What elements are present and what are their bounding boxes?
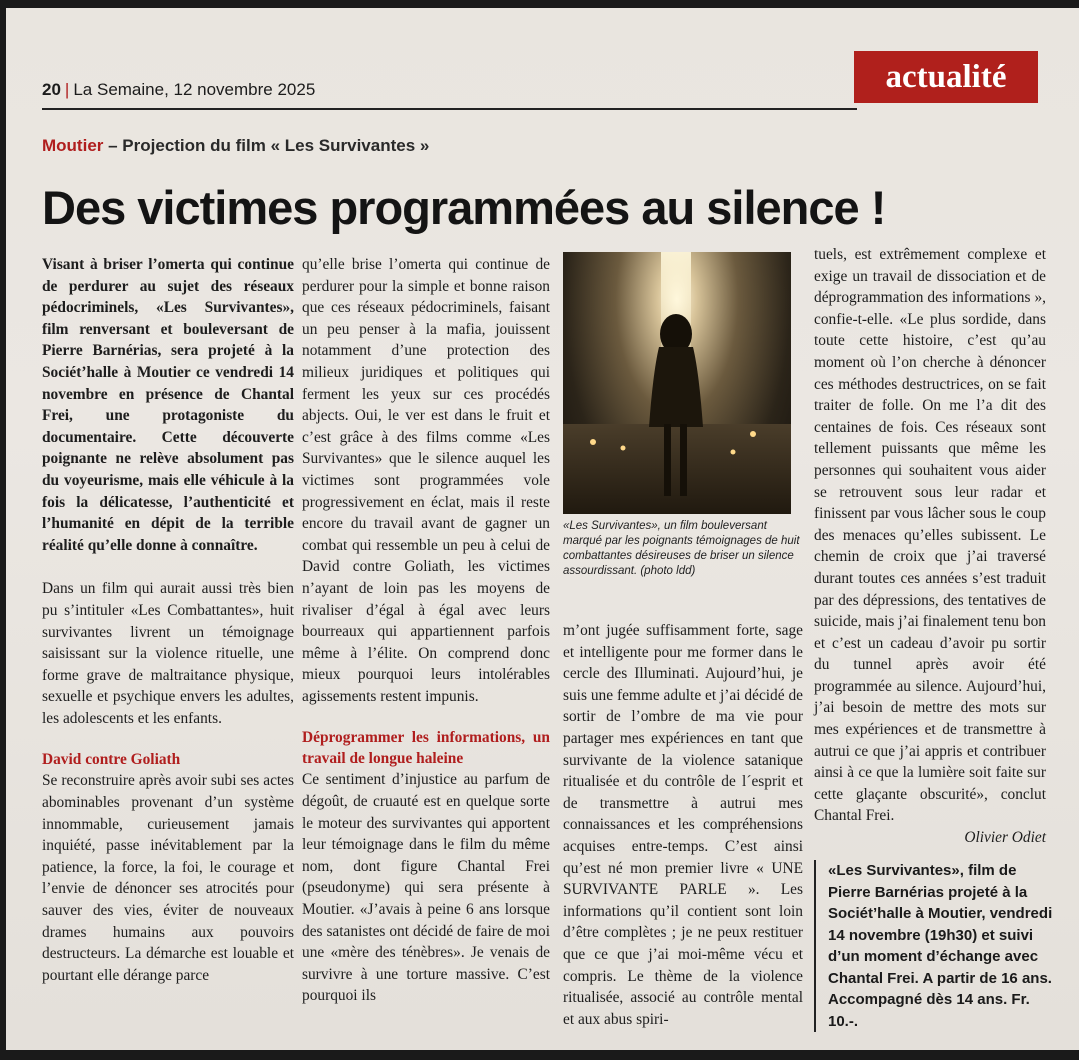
newspaper-page	[6, 8, 1079, 1050]
column-4	[814, 244, 1046, 849]
column-2	[302, 254, 550, 1007]
byline: Olivier Odiet	[964, 829, 1046, 847]
column-1	[42, 254, 294, 986]
page-number: 20	[42, 80, 61, 99]
screening-info-box: «Les Survivantes», film de Pierre Barnérias projeté à la Sociét’halle à Moutier, vendredi 14 novembre (19h30) et suivi d’un moment d’échange avec Chantal Frei. A partir de 16 ans. Accompagné dès 14 ans. Fr. 10.-.	[814, 860, 1058, 1032]
kicker-location: Moutier	[42, 136, 104, 155]
col4-paragraph: tuels, est extrêmement complexe et exige un travail de dissociation et de déprogrammation des informations », confie-t-elle. «Le plus sordide, dans toute cette histoire, c’est qu’au moment où l’on cherche à dénoncer ces méthodes destructrices, on se fait traiter de folle. On me l’a dit des centaines de fois. Ces réseaux sont tellement puissants que même les personnes qui souhaitent vous aider se retrouvent sous leur radar et finissent par vous lâcher sous le coup des menaces qu’elles subissent. Le chemin de croix que j’ai traversé durant toutes ces années s’est traduit par des dépressions, des tentatives de suicide, mais j’ai finalement tenu bon et c’est un cadeau d’avoir pu sortir du tunnel après avoir été programmée au silence. Aujourd’hui, j’ai besoin de mettre des mots sur mes expériences et de transmettre à autrui ce que j’ai appris et contribuer ainsi à ce que la lumière soit faite sur cette glaçante obscurité», conclut Chantal Frei.	[814, 246, 1046, 825]
section-badge: actualité	[854, 51, 1038, 103]
article-kicker	[42, 136, 429, 156]
header-separator: |	[64, 80, 70, 99]
col1-paragraph: Dans un film qui aurait aussi très bien pu s’intituler «Les Combattantes», huit survivantes livrent un témoignage saisissant sur la violence rituelle, une forme grave de maltraitance physique, sexuelle et psychique envers les adultes, les adolescents et les enfants.	[42, 580, 294, 727]
page-header	[42, 80, 315, 100]
col1-paragraph-3: Se reconstruire après avoir subi ses actes abominables provenant d’un système innommable, curieusement jamais inquiété, passe inévitablement par la patience, la force, la foi, le courage et l’envie de dénoncer ses atrocités pour sauver des vies, éviter de nouveaux drames humains aux pouvoirs destructeurs. La démarche est louable et pourtant elle dérange parce	[42, 772, 294, 984]
publication-date: La Semaine, 12 novembre 2025	[73, 80, 316, 99]
photo-caption: «Les Survivantes», un film bouleversant marqué par les poignants témoignages de huit combattantes désireuses de briser un silence assourdissant. (photo ldd)	[563, 520, 800, 577]
kicker-dash: –	[103, 136, 123, 155]
kicker-topic: Projection du film « Les Survivantes »	[122, 136, 430, 155]
article-photo	[563, 252, 791, 514]
header-rule	[42, 108, 857, 110]
subhead-deprogrammer: Déprogrammer les informations, un travail de longue haleine	[302, 729, 550, 768]
article-title: Des victimes programmées au silence !	[42, 181, 886, 234]
column-3	[563, 620, 803, 1030]
col2-paragraph: qu’elle brise l’omerta qui continue de perdurer pour la simple et bonne raison que ces réseaux pédocriminels, faisant un peu penser à la mafia, jouissent notamment d’une protection des milieux juridiques et politiques qui ferment les yeux sur ces procédés abjects. Oui, le ver est dans le fruit et c’est grâce à des films comme «Les Survivantes» que le silence auquel les victimes sont programmées vole progressivement en éclat, mais il reste encore du travail avant de gagner un combat qui ressemble un peu à celui de David contre Goliath, les victimes n’ayant de loin pas les moyens de rivaliser d’égal à égal avec leurs bourreaux qui appartiennent parfois même à l’élite. On comprend donc mieux pourquoi leurs intolérables agissements restent impunis.	[302, 256, 550, 705]
subhead-david-goliath: David contre Goliath	[42, 751, 181, 769]
col2-paragraph-2: Ce sentiment d’injustice au parfum de dégoût, de cruauté est en quelque sorte le moteur des survivantes qui apportent leur témoignage dans le film du même nom, dont figure Chantal Frei (pseudonyme) qui sera présente à Moutier. «J’avais à peine 6 ans lorsque des satanistes ont décidé de faire de moi une «mère des ténèbres». Je venais de survivre à une torture massive. C’est pourquoi ils	[302, 771, 550, 1005]
child-silhouette-icon	[563, 252, 791, 514]
col3-paragraph: m’ont jugée suffisamment forte, sage et intelligente pour me former dans le cercle des Illuminati. Aujourd’hui, je suis une femme adulte et j’ai décidé de sortir de l’ombre de ma vie pour partager mes expériences en tant que survivante de la violence satanique ritualisée et du contrôle de l´esprit et de transmettre à autrui mes connaissances et les compréhensions acquises entre-temps. C’est ainsi qu’est né mon premier livre « UNE SURVIVANTE PARLE ». Les informations qu’il contient sont loin d’être complètes ; je ne peux restituer que ce que j’ai moi-même vécu et compris. Le thème de la violence ritualisée, associé au contrôle mental et aux abus spiri-	[563, 622, 803, 1028]
article-lead: Visant à briser l’omerta qui continue de perdurer au sujet des réseaux pédocriminels, «Les Survivantes», film renversant et bouleversant de Pierre Barnérias, sera projeté à la Sociét’halle à Moutier ce vendredi 14 novembre en présence de Chantal Frei, une protagoniste du documentaire. Cette découverte poignante ne relève absolument pas du voyeurisme, mais elle véhicule à la fois la délicatesse, l’authenticité et l’humanité en dépit de la terrible réalité qu’elle donne à connaître.	[42, 256, 294, 554]
